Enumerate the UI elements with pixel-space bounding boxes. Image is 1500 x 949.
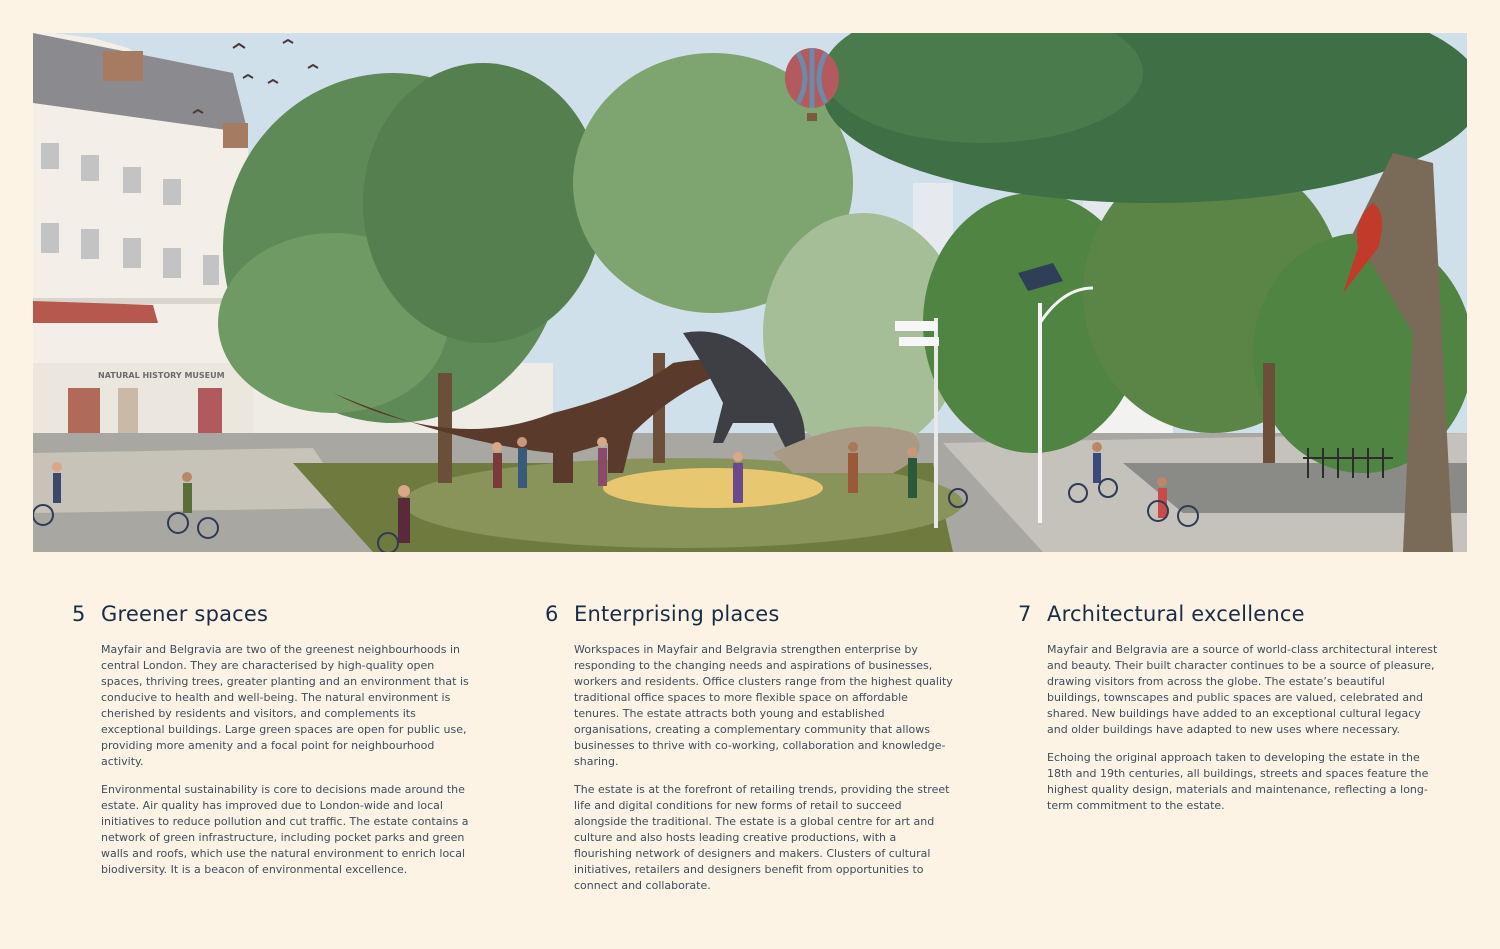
section-number: 7 [1018,602,1032,626]
section-title: Enterprising places [574,602,780,626]
section-heading [1018,600,1438,628]
section-heading [72,600,472,628]
section-title: Architectural excellence [1047,602,1305,626]
section-number: 6 [545,602,559,626]
section-architectural-excellence [1018,600,1438,826]
street-scene-illustration [33,33,1467,552]
museum-sign: NATURAL HISTORY MUSEUM [98,371,225,380]
section-paragraph: Echoing the original approach taken to developing the estate in the 18th and 19th centuries, all buildings, streets and spaces feature the highest quality design, materials and maintenance, reflecting a long-term commitment to the estate. [1047,751,1429,812]
section-title: Greener spaces [101,602,269,626]
section-paragraph: Mayfair and Belgravia are two of the greenest neighbourhoods in central London. They are characterised by high-quality open spaces, thriving trees, greater planting and an environment that is conducive to health and well-being. The natural environment is cherished by residents and visitors, and complements its exceptional buildings. Large green spaces are open for public use, providing more amenity and a focal point for neighbourhood activity. [101,643,469,768]
section-greener-spaces [72,600,472,890]
section-enterprising-places [545,600,955,906]
section-paragraph: Workspaces in Mayfair and Belgravia strengthen enterprise by responding to the changing needs and aspirations of businesses, workers and residents. Office clusters range from the highest quality traditional office spaces to more flexible space on affordable tenures. The estate attracts both young and established organisations, creating a complementary community that allows businesses to thrive with co-working, collaboration and knowledge-sharing. [574,643,953,768]
section-number: 5 [72,602,86,626]
museum-building [33,33,253,453]
section-paragraph: The estate is at the forefront of retailing trends, providing the street life and digital conditions for new forms of retail to succeed alongside the traditional. The estate is a global centre for art and culture and also hosts leading creative productions, with a flourishing network of designers and makers. Clusters of cultural initiatives, retailers and designers benefit from opportunities to connect and collaborate. [574,783,950,892]
section-paragraph: Mayfair and Belgravia are a source of world-class architectural interest and beauty. Their built character continues to be a source of pleasure, drawing visitors from across the globe. The estate’s beautiful buildings, townscapes and public spaces are valued, celebrated and shared. New buildings have added to an exceptional cultural legacy and older buildings have adapted to new uses where necessary. [1047,643,1438,736]
tree-canopy [218,33,1467,473]
section-heading [545,600,955,628]
section-paragraph: Environmental sustainability is core to decisions made around the estate. Air quality has improved due to London-wide and local initiatives to reduce pollution and cut traffic. The estate contains a network of green infrastructure, including pocket parks and green walls and roofs, which use the natural environment to enrich local biodiversity. It is a beacon of environmental excellence. [101,783,469,876]
